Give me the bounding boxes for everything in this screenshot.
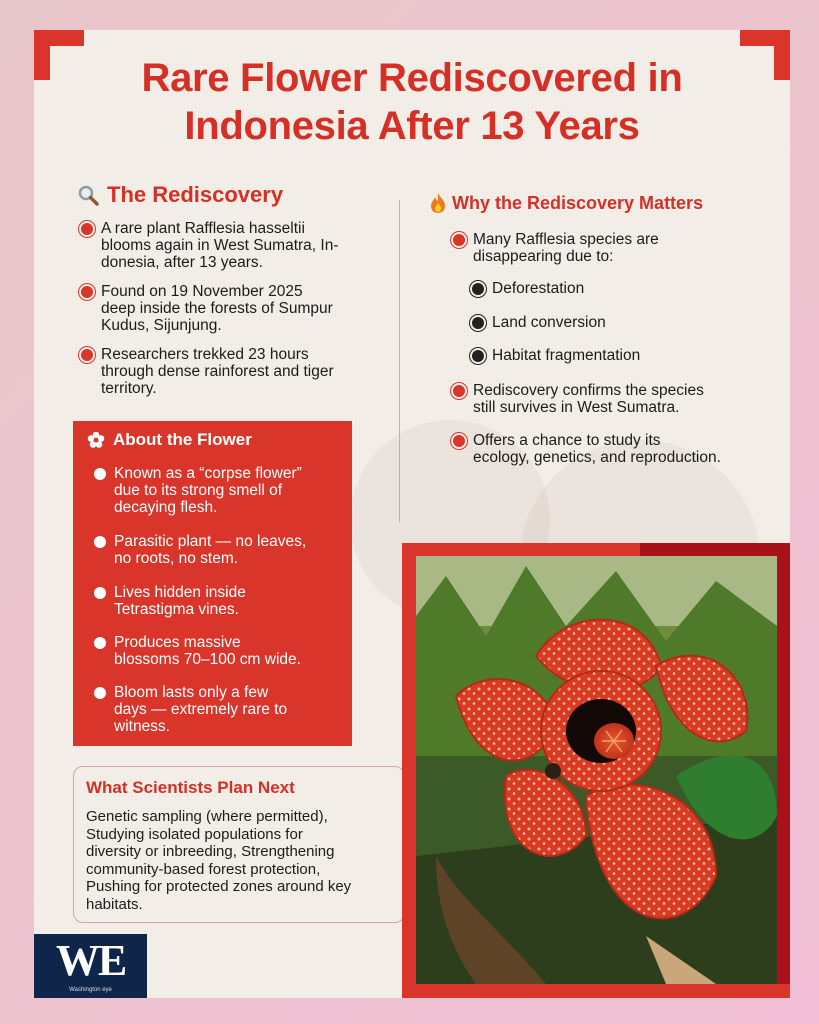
list-item-line: Parasitic plant — no leaves, [114, 533, 307, 550]
list-item-line: blossoms 70–100 cm wide. [114, 651, 301, 668]
list-item-line: witness. [114, 718, 170, 735]
pointing-hand-icon [470, 348, 486, 364]
list-item-line: Rediscovery confirms the species [473, 382, 704, 399]
list-item-line: Bloom lasts only a few [114, 684, 269, 701]
list-item-line: ecology, genetics, and reproduction. [473, 449, 721, 466]
plan-text [86, 808, 401, 913]
section-heading-text: About the Flower [113, 430, 252, 449]
list-item-line: still survives in West Sumatra. [473, 399, 680, 416]
list-item [92, 533, 342, 567]
section-heading-matters [428, 192, 703, 214]
pointing-hand-icon [79, 284, 95, 300]
logo-tagline: Washington eye [69, 987, 112, 993]
column-divider [399, 200, 400, 522]
list-item-line: Land conversion [492, 314, 606, 331]
list-item [451, 432, 771, 466]
pointing-hand-icon [79, 221, 95, 237]
list-item-line: days — extremely rare to [114, 701, 288, 718]
list-item-line: Found on 19 November 2025 [101, 283, 303, 300]
pointing-hand-icon [92, 685, 108, 701]
list-item-line: Tetrastigma vines. [114, 601, 239, 618]
list-item-line: Lives hidden inside [114, 584, 246, 601]
section-heading-about [87, 430, 252, 450]
list-item [92, 465, 342, 516]
list-item-line: no roots, no stem. [114, 550, 239, 567]
sub-list-item [470, 280, 770, 297]
list-item-line: Offers a chance to study its [473, 432, 661, 449]
list-item-line: Habitat fragmentation [492, 347, 641, 364]
rafflesia-flower-illustration [416, 556, 777, 984]
plan-line: Pushing for protected zones around key [86, 878, 352, 895]
list-item-line: deep inside the forests of Sumpur [101, 300, 333, 317]
list-item-line: Researchers trekked 23 hours [101, 346, 309, 363]
plan-next-box [73, 766, 405, 923]
section-heading-text: Why the Rediscovery Matters [452, 192, 704, 213]
list-item [79, 220, 379, 271]
pointing-hand-icon [79, 347, 95, 363]
sub-list-item [470, 314, 770, 331]
pointing-hand-icon [470, 281, 486, 297]
pointing-hand-icon [470, 315, 486, 331]
pointing-hand-icon [92, 534, 108, 550]
plan-line: habitats. [86, 895, 143, 913]
section-heading-rediscovery [77, 182, 283, 208]
list-item-line: Deforestation [492, 280, 585, 297]
about-flower-panel [73, 421, 352, 746]
list-item-line: due to its strong smell of [114, 482, 282, 499]
section-heading-plan: What Scientists Plan Next [86, 778, 295, 797]
pointing-hand-icon [451, 433, 467, 449]
list-item-line: donesia, after 13 years. [101, 254, 263, 271]
list-item [79, 346, 379, 397]
list-item-line: blooms again in West Sumatra, In- [101, 237, 339, 254]
list-item [92, 584, 342, 618]
plan-line: community-based forest protection, [86, 860, 321, 878]
plan-line: diversity or inbreeding, Strengthening [86, 843, 335, 860]
section-heading-text: The Rediscovery [107, 182, 284, 207]
list-item [92, 634, 342, 668]
list-item [451, 231, 771, 265]
plan-line: Genetic sampling (where permitted), [86, 808, 328, 825]
magnifier-icon [77, 184, 99, 206]
list-item-line: Known as a “corpse flower” [114, 465, 302, 482]
plan-line: Studying isolated populations for [86, 825, 303, 843]
pointing-hand-icon [451, 383, 467, 399]
logo-mark: WE [55, 936, 126, 985]
list-item-line: A rare plant Rafflesia hasseltii [101, 220, 305, 237]
list-item [451, 382, 771, 416]
list-item [92, 684, 342, 735]
pointing-hand-icon [451, 232, 467, 248]
sub-list-item [470, 347, 770, 364]
list-item [79, 283, 379, 334]
list-item-line: territory. [101, 380, 157, 397]
list-item-line: Produces massive [114, 634, 241, 651]
photo-frame-accent [402, 984, 790, 998]
list-item-line: decaying flesh. [114, 499, 218, 516]
list-item-line: through dense rainforest and tiger [101, 363, 334, 380]
rafflesia-photo [416, 556, 777, 984]
list-item-line: Kudus, Sijunjung. [101, 317, 222, 334]
fire-icon [428, 192, 448, 214]
publisher-logo [34, 934, 147, 998]
title-line: Rare Flower Rediscovered in [141, 56, 683, 100]
pointing-hand-icon [92, 635, 108, 651]
flower-icon [87, 431, 105, 449]
list-item-line: disappearing due to: [473, 248, 614, 265]
page-title [34, 54, 790, 150]
title-line: Indonesia After 13 Years [184, 104, 640, 148]
list-item-line: Many Rafflesia species are [473, 231, 659, 248]
pointing-hand-icon [92, 585, 108, 601]
pointing-hand-icon [92, 466, 108, 482]
